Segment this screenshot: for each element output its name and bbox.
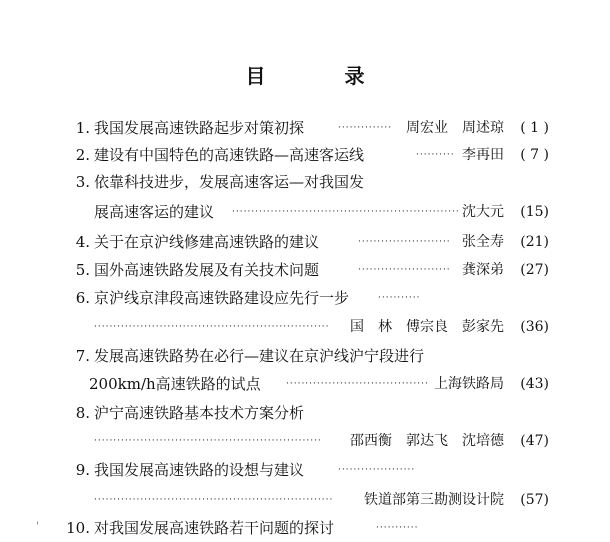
leader-dots: ······························································ — [94, 495, 334, 505]
entry-number: 5. — [75, 261, 90, 279]
entry-page: (15) — [520, 204, 549, 220]
leader-dots: ····································· — [286, 379, 429, 389]
entry-author: 张全寿 — [462, 234, 504, 250]
leader-dots: ··························································· — [232, 207, 460, 217]
entry-author: 上海铁路局 — [434, 376, 504, 392]
entry-title-line1: 依靠科技进步，发展高速客运—对我国发 — [94, 173, 365, 191]
leader-dots: ··························································· — [94, 436, 322, 446]
entry-title: 建设有中国特色的高速铁路—高速客运线 — [94, 146, 365, 164]
entry-number: 8. — [75, 404, 90, 422]
leader-dots: ·············· — [338, 123, 393, 133]
leader-dots: ························ — [358, 237, 451, 247]
entry-author: 周宏业 周述琼 — [406, 120, 504, 136]
entry-page: (27) — [520, 262, 549, 278]
entry-page: ( 7 ) — [520, 147, 549, 163]
entry-author: 邵西衡 郭达飞 沈培德 — [350, 433, 504, 449]
entry-page: (36) — [520, 319, 549, 335]
entry-number: 6. — [75, 289, 90, 307]
entry-number: 2. — [75, 146, 90, 164]
leader-dots: ·········· — [416, 150, 455, 160]
entry-author: 龚深弟 — [462, 262, 504, 278]
entry-title: 沪宁高速铁路基本技术方案分析 — [94, 404, 305, 422]
entry-title: 我国发展高速铁路起步对策初探 — [94, 119, 305, 137]
leader-dots: ··········· — [378, 293, 421, 303]
entry-page: (43) — [520, 376, 549, 392]
entry-title: 京沪线京津段高速铁路建设应先行一步 — [94, 289, 350, 307]
entry-page: (47) — [520, 433, 549, 449]
entry-number: 10. — [66, 519, 90, 537]
entry-title: 对我国发展高速铁路若干问题的探讨 — [94, 519, 335, 537]
entry-title: 我国发展高速铁路的设想与建议 — [94, 461, 305, 479]
page-title: 目 录 — [245, 64, 401, 88]
entry-author: 国 林 傅宗良 彭家先 — [350, 319, 504, 335]
entry-author: 李再田 — [462, 147, 504, 163]
entry-page: ( 1 ) — [520, 120, 549, 136]
entry-title: 国外高速铁路发展及有关技术问题 — [94, 261, 320, 279]
entry-number: 3. — [75, 173, 90, 191]
leader-dots: ····························································· — [94, 322, 330, 332]
entry-number: 9. — [75, 461, 90, 479]
entry-number: 1. — [75, 119, 90, 137]
leader-dots: ························ — [358, 265, 451, 275]
entry-title-line2: 200km/h高速铁路的试点 — [89, 375, 261, 393]
entry-author: 铁道部第三勘测设计院 — [364, 492, 504, 508]
entry-author: 沈大元 — [462, 204, 504, 220]
leader-dots: ··········· — [376, 523, 419, 533]
entry-number: 7. — [75, 347, 90, 365]
entry-title-line1: 发展高速铁路势在必行—建议在京沪线沪宁段进行 — [94, 347, 425, 365]
entry-number: 4. — [75, 233, 90, 251]
leader-dots: ···················· — [338, 465, 416, 475]
entry-page: (57) — [520, 492, 549, 508]
entry-page: (21) — [520, 234, 549, 250]
entry-title: 关于在京沪线修建高速铁路的建议 — [94, 233, 320, 251]
margin-mark: ' — [36, 521, 39, 532]
entry-title-line2: 展高速客运的建议 — [94, 203, 215, 221]
